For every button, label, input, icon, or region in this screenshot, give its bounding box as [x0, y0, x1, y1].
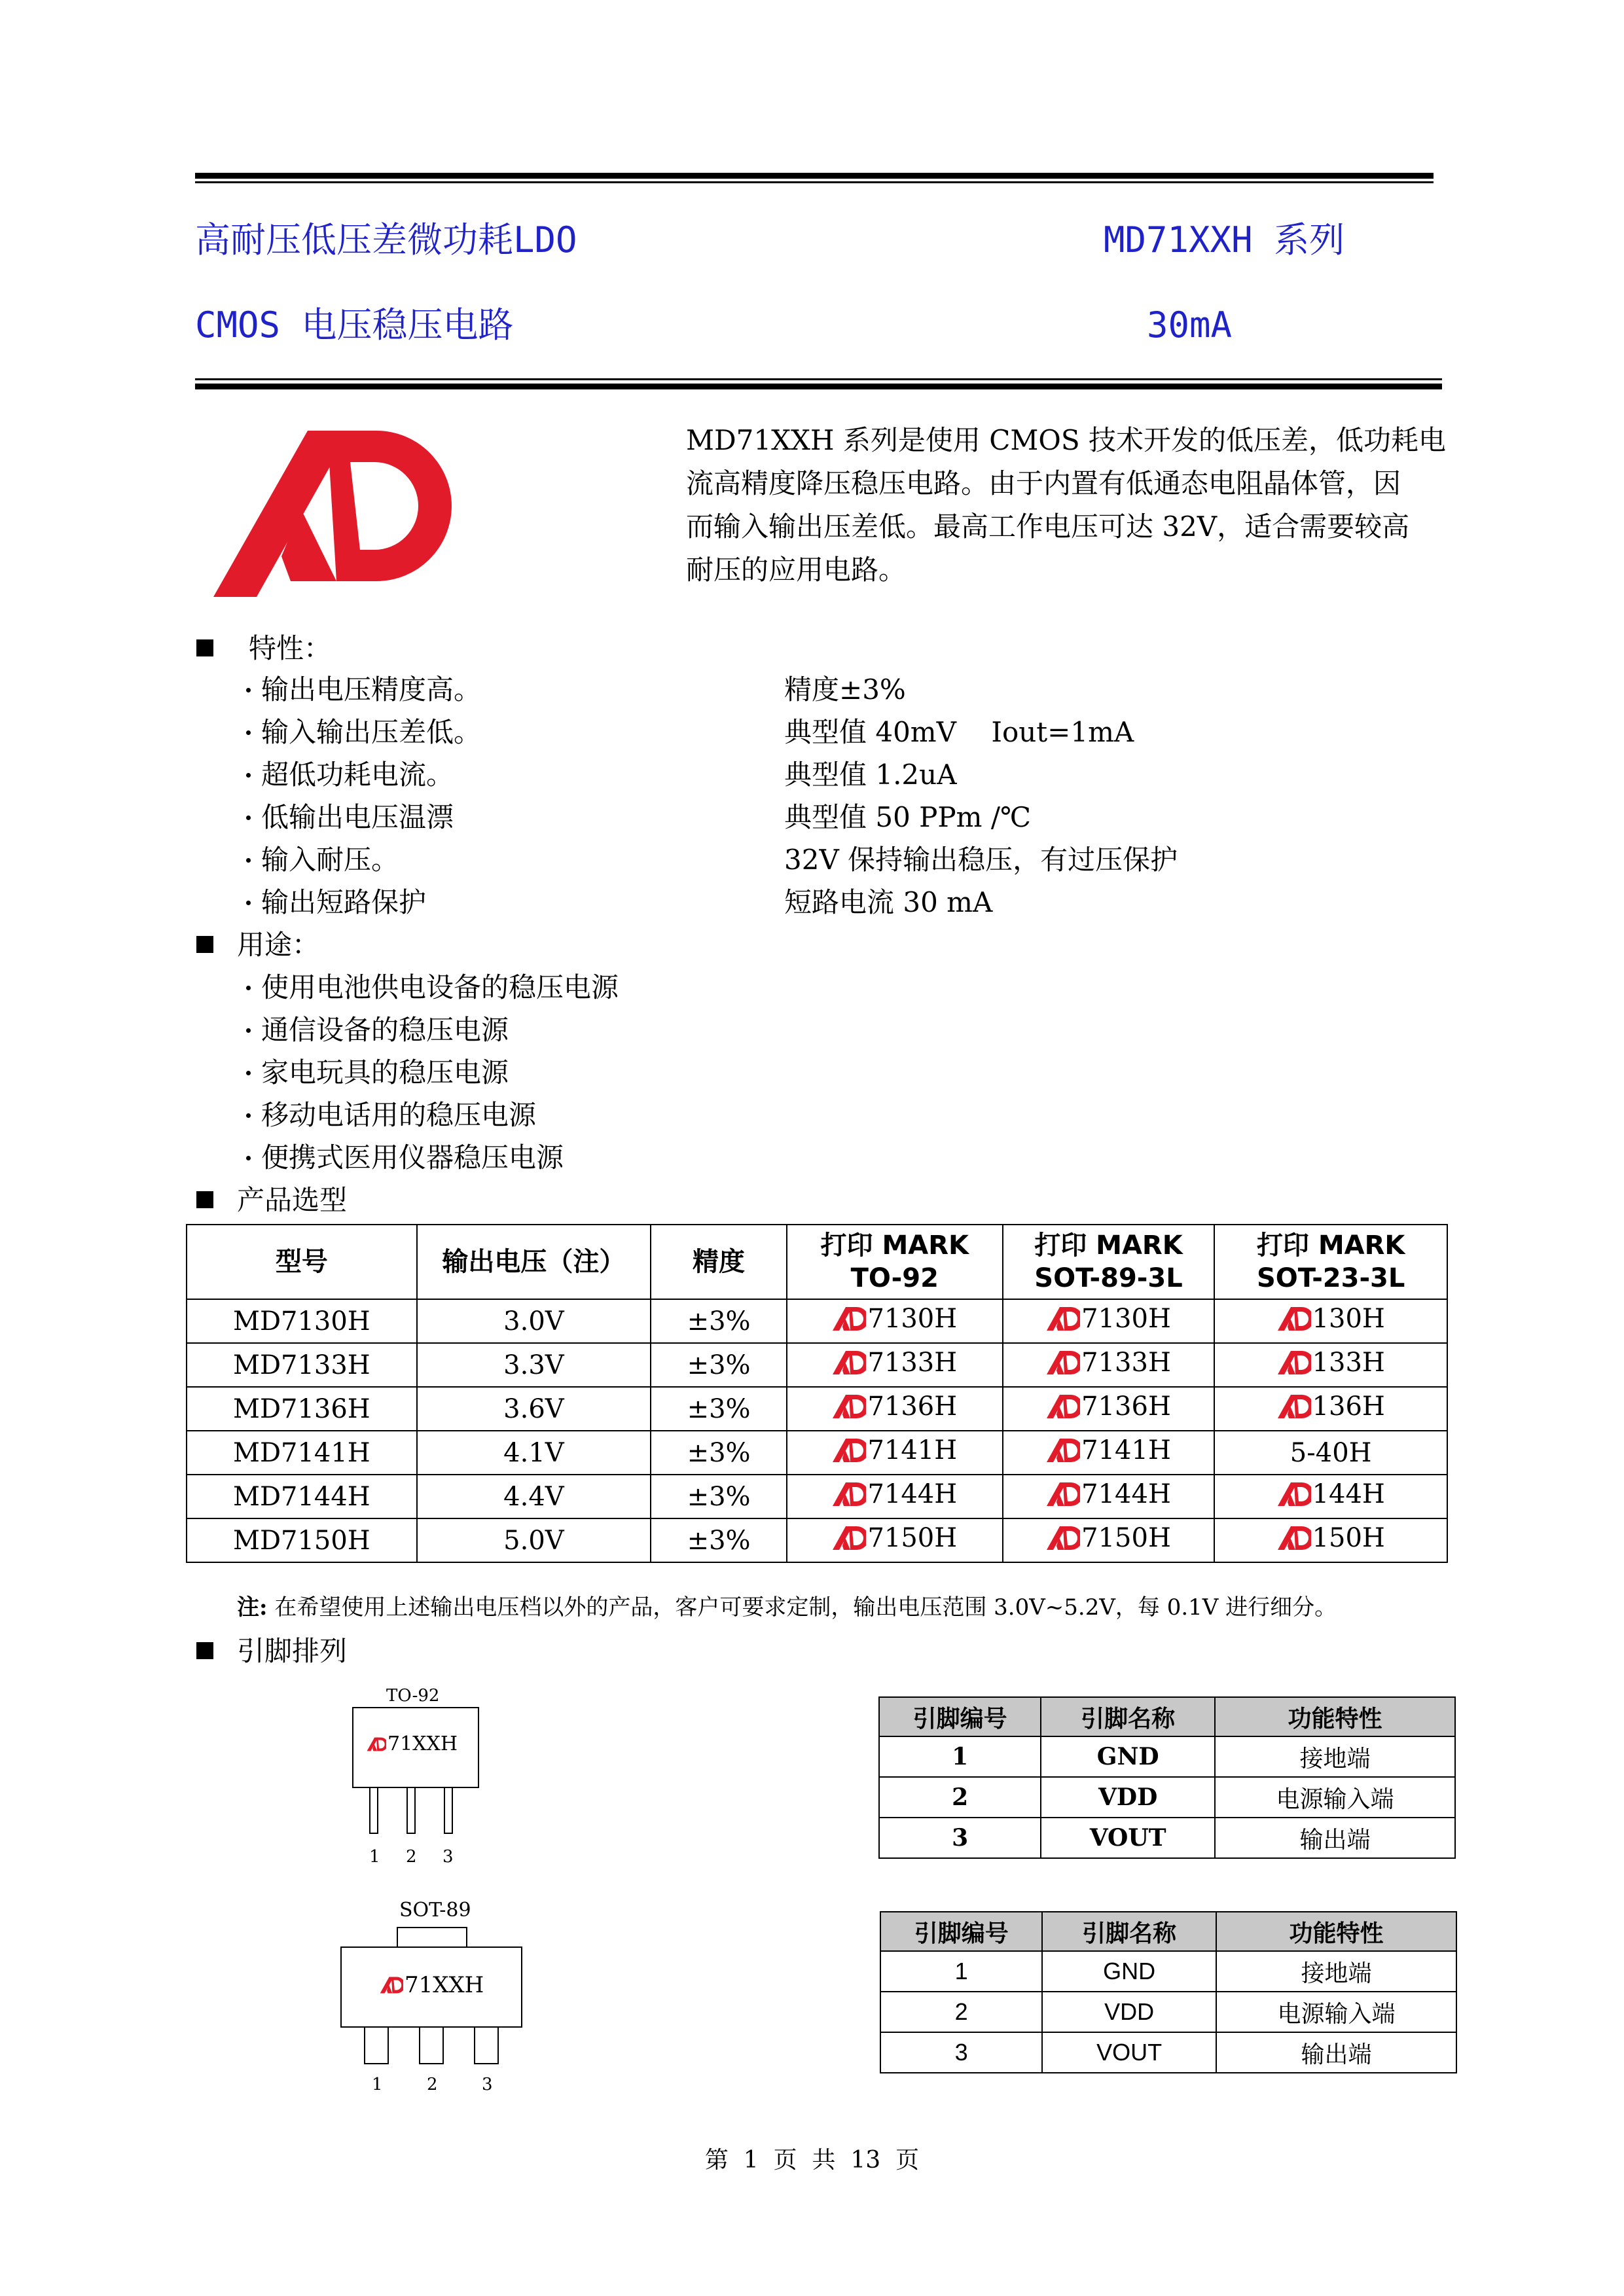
pin-function: 电源输入端: [1216, 1992, 1456, 2032]
md-logo-icon: [832, 1437, 866, 1463]
application-item: 便携式医用仪器稳压电源: [246, 1144, 564, 1172]
md-logo-icon: [380, 1976, 403, 1994]
selection-voltage: 3.0V: [417, 1299, 651, 1343]
selection-mark-sot23: 133H: [1214, 1343, 1447, 1387]
sot89-pin: [474, 2026, 499, 2064]
sot89-pin-number: 1: [372, 2075, 383, 2094]
to92-label: TO-92: [386, 1686, 440, 1706]
selection-heading: 产品选型: [196, 1187, 347, 1214]
selection-header-cell: 型号: [187, 1225, 417, 1299]
md-logo-icon: [1046, 1437, 1080, 1463]
bullet-dot-icon: [246, 986, 251, 990]
bullet-dot-icon: [246, 1156, 251, 1160]
intro-paragraph: [686, 419, 1445, 592]
selection-header-cell: 输出电压（注）: [417, 1225, 651, 1299]
pinout-heading: 引脚排列: [196, 1638, 347, 1665]
bullet-dot-icon: [246, 816, 251, 820]
to92-mark: 71XXH: [367, 1734, 458, 1754]
pin-name: VOUT: [1042, 2032, 1216, 2073]
selection-voltage: 4.4V: [417, 1475, 651, 1518]
selection-model: MD7136H: [187, 1387, 417, 1431]
application-item: 通信设备的稳压电源: [246, 1016, 509, 1044]
custom-voltage-note: 注: 在希望使用上述输出电压档以外的产品，客户可要求定制，输出电压范围 3.0V~5.2V，每 0.1V 进行细分。: [237, 1594, 1337, 1621]
top-rule-thick: [195, 173, 1434, 179]
selection-mark-sot89: 7130H: [1003, 1299, 1215, 1343]
selection-accuracy: ±3%: [651, 1475, 787, 1518]
md-logo-icon: [1046, 1350, 1080, 1376]
selection-mark-to92: 7130H: [787, 1299, 1003, 1343]
feature-value: 精度±3%: [784, 673, 906, 706]
selection-header-cell: 精度: [651, 1225, 787, 1299]
pin-function: 接地端: [1215, 1736, 1455, 1777]
pin-number: 3: [879, 1818, 1041, 1858]
bullet-dot-icon: [246, 1071, 251, 1075]
md-logo-icon: [832, 1350, 866, 1376]
pin-row: [880, 2032, 1456, 2073]
sot89-mark: 71XXH: [380, 1974, 484, 1996]
selection-accuracy: ±3%: [651, 1299, 787, 1343]
product-selection-table: [186, 1224, 1448, 1563]
to92-pin: [369, 1787, 378, 1834]
selection-header-cell: 打印 MARK SOT-89-3L: [1003, 1225, 1215, 1299]
feature-label: 低输出电压温漂: [246, 804, 454, 831]
selection-mark-sot23: 136H: [1214, 1387, 1447, 1431]
pin-name: VOUT: [1041, 1818, 1215, 1858]
selection-accuracy: ±3%: [651, 1431, 787, 1475]
sot89-pin: [419, 2026, 444, 2064]
selection-accuracy: ±3%: [651, 1343, 787, 1387]
md-logo-icon: [367, 1736, 386, 1752]
pin-function: 输出端: [1216, 2032, 1456, 2073]
application-item: 家电玩具的稳压电源: [246, 1059, 509, 1086]
bullet-dot-icon: [246, 1028, 251, 1033]
md-logo-icon: [832, 1306, 866, 1332]
feature-value: 典型值 40mV Iout=1mA: [784, 716, 1134, 748]
application-item: 移动电话用的稳压电源: [246, 1102, 536, 1129]
bullet-dot-icon: [246, 1113, 251, 1118]
feature-label: 输入耐压。: [246, 846, 399, 874]
md-logo-icon: [1277, 1525, 1311, 1551]
selection-model: MD7150H: [187, 1518, 417, 1562]
selection-voltage: 3.6V: [417, 1387, 651, 1431]
applications-heading: 用途：: [196, 931, 319, 959]
header-rule-thin: [195, 378, 1442, 380]
pin-table-to92: [878, 1696, 1456, 1859]
selection-voltage: 3.3V: [417, 1343, 651, 1387]
selection-mark-sot23: 5-40H: [1214, 1431, 1447, 1475]
header-series: MD71XXH 系列: [1104, 219, 1345, 260]
bullet-dot-icon: [246, 773, 251, 778]
selection-mark-sot89: 7136H: [1003, 1387, 1215, 1431]
selection-row: [187, 1518, 1447, 1562]
md-logo-icon: [1277, 1481, 1311, 1507]
selection-mark-to92: 7136H: [787, 1387, 1003, 1431]
selection-model: MD7133H: [187, 1343, 417, 1387]
pin-table-sot89: [880, 1911, 1457, 2073]
md-logo-icon: [1277, 1393, 1311, 1420]
selection-header-cell: 打印 MARK TO-92: [787, 1225, 1003, 1299]
pin-header-cell: 功能特性: [1216, 1912, 1456, 1951]
pin-header-cell: 引脚编号: [879, 1697, 1041, 1736]
sot89-label: SOT-89: [399, 1899, 471, 1922]
selection-mark-sot89: 7150H: [1003, 1518, 1215, 1562]
intro-line: 耐压的应用电路。: [686, 554, 907, 586]
feature-value: 32V 保持输出稳压，有过压保护: [784, 844, 1178, 876]
header-current: 30mA: [1147, 304, 1233, 346]
selection-mark-sot89: 7133H: [1003, 1343, 1215, 1387]
selection-mark-sot23: 130H: [1214, 1299, 1447, 1343]
selection-mark-sot23: 144H: [1214, 1475, 1447, 1518]
pin-function: 电源输入端: [1215, 1777, 1455, 1818]
pin-row: [879, 1777, 1455, 1818]
selection-accuracy: ±3%: [651, 1387, 787, 1431]
selection-model: MD7130H: [187, 1299, 417, 1343]
to92-package-diagram: [347, 1687, 478, 1884]
selection-mark-sot89: 7144H: [1003, 1475, 1215, 1518]
selection-voltage: 4.1V: [417, 1431, 651, 1475]
selection-mark-to92: 7150H: [787, 1518, 1003, 1562]
to92-pin: [406, 1787, 416, 1834]
pin-number: 1: [879, 1736, 1041, 1777]
pin-header-cell: 引脚名称: [1041, 1697, 1215, 1736]
md-logo-icon: [1277, 1350, 1311, 1376]
to92-pin-number: 2: [406, 1847, 417, 1867]
pin-header-cell: 引脚名称: [1042, 1912, 1216, 1951]
bullet-dot-icon: [246, 858, 251, 863]
selection-row: [187, 1387, 1447, 1431]
pin-number: 3: [880, 2032, 1042, 2073]
bullet-dot-icon: [246, 688, 251, 692]
bullet-square-icon: [196, 1191, 213, 1208]
bullet-dot-icon: [246, 901, 251, 905]
sot89-pin-number: 2: [427, 2075, 438, 2094]
selection-row: [187, 1431, 1447, 1475]
header-subtitle: CMOS 电压稳压电路: [195, 304, 514, 346]
md-logo-icon: [832, 1525, 866, 1551]
feature-value: 短路电流 30 mA: [784, 886, 993, 918]
pin-number: 2: [880, 1992, 1042, 2032]
selection-mark-to92: 7144H: [787, 1475, 1003, 1518]
header-rule-thick: [195, 384, 1442, 389]
sot89-tab: [397, 1927, 467, 1948]
sot89-pin-number: 3: [482, 2075, 493, 2094]
selection-row: [187, 1299, 1447, 1343]
features-heading: 特性：: [196, 635, 331, 662]
application-item: 使用电池供电设备的稳压电源: [246, 974, 619, 1001]
md-logo-icon: [1046, 1525, 1080, 1551]
selection-accuracy: ±3%: [651, 1518, 787, 1562]
md-logo: [209, 425, 452, 602]
pin-name: GND: [1041, 1736, 1215, 1777]
feature-label: 输出短路保护: [246, 889, 426, 916]
selection-row: [187, 1343, 1447, 1387]
header-title: 高耐压低压差微功耗LDO: [195, 219, 577, 260]
to92-pin-number: 1: [369, 1847, 380, 1867]
feature-value: 典型值 1.2uA: [784, 759, 957, 791]
selection-mark-to92: 7141H: [787, 1431, 1003, 1475]
md-logo-icon: [1046, 1306, 1080, 1332]
sot89-package-diagram: [340, 1901, 524, 2097]
sot89-pin: [364, 2026, 389, 2064]
selection-mark-sot89: 7141H: [1003, 1431, 1215, 1475]
intro-line: MD71XXH 系列是使用 CMOS 技术开发的低压差，低功耗电: [686, 424, 1446, 456]
selection-model: MD7141H: [187, 1431, 417, 1475]
md-logo-icon: [1046, 1481, 1080, 1507]
page-footer: 第 1 页 共 13 页: [704, 2147, 920, 2174]
selection-mark-sot23: 150H: [1214, 1518, 1447, 1562]
selection-row: [187, 1475, 1447, 1518]
pin-number: 1: [880, 1951, 1042, 1992]
bullet-dot-icon: [246, 730, 251, 735]
pin-name: VDD: [1042, 1992, 1216, 2032]
pin-header-cell: 引脚编号: [880, 1912, 1042, 1951]
bullet-square-icon: [196, 936, 213, 953]
bullet-square-icon: [196, 1642, 213, 1659]
feature-label: 超低功耗电流。: [246, 761, 454, 789]
pin-row: [879, 1818, 1455, 1858]
selection-model: MD7144H: [187, 1475, 417, 1518]
selection-header-cell: 打印 MARK SOT-23-3L: [1214, 1225, 1447, 1299]
pin-function: 接地端: [1216, 1951, 1456, 1992]
intro-line: 而输入输出压差低。最高工作电压可达 32V，适合需要较高: [686, 511, 1410, 543]
md-logo-icon: [1277, 1306, 1311, 1332]
md-logo-icon: [832, 1481, 866, 1507]
md-logo-icon: [1046, 1393, 1080, 1420]
md-logo-icon: [832, 1393, 866, 1420]
to92-pin-number: 3: [442, 1847, 454, 1867]
bullet-square-icon: [196, 639, 213, 656]
intro-line: 流高精度降压稳压电路。由于内置有低通态电阻晶体管，因: [686, 467, 1401, 499]
selection-mark-to92: 7133H: [787, 1343, 1003, 1387]
feature-label: 输入输出压差低。: [246, 719, 481, 746]
pin-name: GND: [1042, 1951, 1216, 1992]
pin-header-cell: 功能特性: [1215, 1697, 1455, 1736]
pin-row: [880, 1951, 1456, 1992]
pin-row: [879, 1736, 1455, 1777]
feature-value: 典型值 50 PPm /℃: [784, 801, 1031, 833]
pin-name: VDD: [1041, 1777, 1215, 1818]
pin-row: [880, 1992, 1456, 2032]
selection-voltage: 5.0V: [417, 1518, 651, 1562]
top-rule-thin: [195, 181, 1434, 183]
pin-function: 输出端: [1215, 1818, 1455, 1858]
to92-pin: [444, 1787, 453, 1834]
pin-number: 2: [879, 1777, 1041, 1818]
feature-label: 输出电压精度高。: [246, 676, 481, 704]
